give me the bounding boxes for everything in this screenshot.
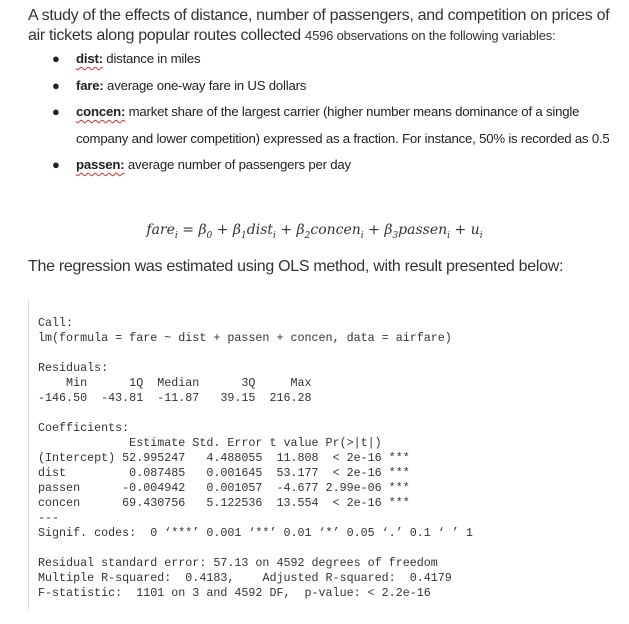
r-output-line: concen 69.430756 5.122536 13.554 < 2e-16 *** xyxy=(38,496,410,510)
variable-desc: average one-way fare in US dollars xyxy=(103,77,307,93)
regression-equation xyxy=(0,222,629,241)
bullet-icon: ● xyxy=(52,157,60,172)
r-output-line: F-statistic: 1101 on 3 and 4592 DF, p-value: < 2.2e-16 xyxy=(38,586,431,600)
r-output-line: --- xyxy=(38,511,60,525)
intro-paragraph xyxy=(28,6,628,46)
eq-sub: i xyxy=(360,230,364,241)
eq-sub: 0 xyxy=(206,230,213,241)
r-output-line: dist 0.087485 0.001645 53.177 < 2e-16 *** xyxy=(38,466,410,480)
r-output-line: Call: xyxy=(38,316,74,330)
variable-desc: distance in miles xyxy=(102,51,201,66)
eq-sub: 3 xyxy=(392,230,399,241)
r-output-line: Estimate Std. Error t value Pr(>|t|) xyxy=(38,436,410,450)
bullet-icon: ● xyxy=(52,104,60,119)
r-output-line: Residual standard error: 57.13 on 4592 degrees of freedom xyxy=(38,556,438,570)
eq-term: + β xyxy=(212,222,242,238)
eq-sub: 2 xyxy=(304,230,311,241)
r-output-line: lm(formula = fare ~ dist + passen + concen, data = airfare) xyxy=(38,331,452,345)
variable-item-fare xyxy=(0,73,629,100)
eq-sub: i xyxy=(273,230,276,241)
variable-term: passen: xyxy=(76,157,125,172)
intro-text: A study of the effects of distance, number of passengers, and competition on prices of air tickets along popular routes collected xyxy=(28,7,610,44)
r-output-line xyxy=(38,406,473,421)
eq-term: passen xyxy=(398,222,448,238)
variable-item-dist xyxy=(0,46,629,73)
eq-sub: i xyxy=(479,230,483,241)
method-text: The regression was estimated using OLS method, with result presented below: xyxy=(28,258,564,275)
variable-desc: market share of the largest carrier (higher number means dominance of a single company and lower competition) expressed as a fraction. For instance, 50% is recorded as 0.5 xyxy=(76,104,610,146)
variable-term: fare: xyxy=(76,77,104,93)
eq-term: + β xyxy=(363,222,393,238)
r-output-line: -146.50 -43.81 -11.87 39.15 216.28 xyxy=(38,391,319,405)
r-output-line: Residuals: xyxy=(38,361,109,375)
variable-term: concen: xyxy=(76,104,126,119)
bullet-icon: ● xyxy=(52,51,60,66)
eq-term: fare xyxy=(146,222,175,238)
r-output-line: passen -0.004942 0.001057 -4.677 2.99e-06 *** xyxy=(38,481,410,495)
variable-list xyxy=(0,46,629,179)
variable-desc: average number of passengers per day xyxy=(124,157,351,172)
r-output-line: Coefficients: xyxy=(38,421,130,435)
eq-term: + u xyxy=(450,222,480,238)
variable-term: dist: xyxy=(76,51,103,66)
r-output-line: Signif. codes: 0 ‘***’ 0.001 ‘**’ 0.01 ‘*’ 0.05 ‘.’ 0.1 ‘ ’ 1 xyxy=(38,526,473,540)
eq-sub: 1 xyxy=(241,230,247,241)
variable-item-concen xyxy=(0,99,629,152)
eq-term: + β xyxy=(275,222,305,238)
eq-term: = β xyxy=(177,222,207,238)
eq-term: dist xyxy=(246,222,273,238)
r-regression-output xyxy=(38,316,473,601)
variable-item-passen xyxy=(0,152,629,179)
intro-observations: 4596 observations on the following variables: xyxy=(305,28,556,43)
r-output-line xyxy=(38,346,473,361)
bullet-icon: ● xyxy=(52,77,60,93)
r-output-line: Multiple R-squared: 0.4183, Adjusted R-squared: 0.4179 xyxy=(38,571,459,585)
eq-sub: i xyxy=(447,230,451,241)
r-output-line: (Intercept) 52.995247 4.488055 11.808 < 2e-16 *** xyxy=(38,451,410,465)
eq-term: concen xyxy=(310,222,361,238)
r-output-line xyxy=(38,541,473,556)
eq-sub: i xyxy=(174,230,178,241)
r-output-line: Min 1Q Median 3Q Max xyxy=(38,376,319,390)
